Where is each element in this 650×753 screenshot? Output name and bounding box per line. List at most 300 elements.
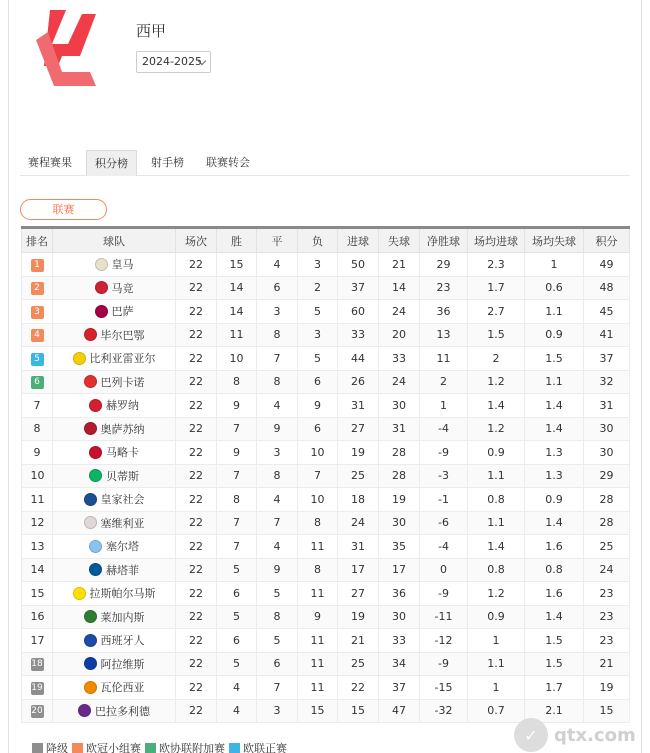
avg-goals-against-cell: 1.4 [525, 417, 584, 441]
played-cell: 22 [176, 676, 217, 700]
goals-for-cell: 25 [338, 464, 379, 488]
goals-against-cell: 20 [379, 323, 420, 347]
team-crest-icon [84, 422, 97, 435]
goals-against-cell: 28 [379, 441, 420, 465]
avg-goals-for-cell: 0.8 [468, 488, 525, 512]
draws-cell: 3 [257, 300, 298, 324]
team-cell[interactable] [53, 300, 176, 324]
played-cell: 22 [176, 464, 217, 488]
points-cell: 28 [584, 511, 630, 535]
losses-cell: 11 [298, 629, 338, 653]
played-cell: 22 [176, 699, 217, 723]
wins-cell: 4 [217, 699, 257, 723]
team-name[interactable]: 巴列卡诺 [100, 375, 145, 389]
col-header: 积分 [584, 228, 630, 253]
avg-goals-for-cell: 1.5 [468, 323, 525, 347]
losses-cell: 6 [298, 417, 338, 441]
wins-cell: 7 [217, 464, 257, 488]
team-cell[interactable] [53, 511, 176, 535]
wins-cell: 9 [217, 394, 257, 418]
goals-against-cell: 37 [379, 676, 420, 700]
rank-badge: 8 [33, 422, 41, 436]
rank-badge: 9 [33, 445, 41, 459]
team-name[interactable]: 马竞 [111, 281, 134, 295]
team-crest-icon [89, 563, 102, 576]
played-cell: 22 [176, 276, 217, 300]
watermark-logo-icon: ✓ [514, 718, 548, 752]
points-cell: 29 [584, 464, 630, 488]
avg-goals-against-cell: 0.8 [525, 558, 584, 582]
table-row[interactable] [22, 652, 630, 676]
rank-cell [22, 652, 53, 676]
team-name[interactable]: 瓦伦西亚 [100, 681, 145, 695]
team-cell[interactable] [53, 535, 176, 559]
rank-cell [22, 464, 53, 488]
points-cell: 25 [584, 535, 630, 559]
table-row[interactable] [22, 535, 630, 559]
avg-goals-for-cell: 1.2 [468, 370, 525, 394]
goal-diff-cell: -15 [420, 676, 468, 700]
legend-item [32, 740, 68, 753]
team-name[interactable]: 马略卡 [106, 446, 139, 460]
table-row[interactable] [22, 676, 630, 700]
goals-for-cell: 22 [338, 676, 379, 700]
wins-cell: 7 [217, 535, 257, 559]
team-name[interactable]: 皇家社会 [100, 493, 145, 507]
tab-fixtures[interactable]: 赛程赛果 [28, 156, 72, 169]
tab-transfers[interactable]: 联赛转会 [206, 156, 250, 169]
played-cell: 22 [176, 347, 217, 371]
rank-cell [22, 276, 53, 300]
legend-item [229, 740, 287, 753]
legend [32, 740, 291, 753]
tab-scorers[interactable]: 射手榜 [151, 156, 184, 169]
goal-diff-cell: -4 [420, 535, 468, 559]
goal-diff-cell: 11 [420, 347, 468, 371]
rank-badge: 11 [30, 492, 45, 506]
rank-badge: 5 [31, 353, 44, 366]
team-cell[interactable] [53, 464, 176, 488]
rank-badge: 19 [31, 682, 43, 693]
table-row[interactable] [22, 417, 630, 441]
goals-for-cell: 37 [338, 276, 379, 300]
losses-cell: 6 [298, 370, 338, 394]
table-row[interactable] [22, 582, 630, 606]
team-name[interactable]: 阿拉维斯 [100, 657, 145, 671]
team-name[interactable]: 贝蒂斯 [106, 469, 139, 483]
avg-goals-for-cell: 1.2 [468, 582, 525, 606]
team-name[interactable]: 赫罗纳 [106, 399, 139, 413]
team-cell[interactable] [53, 605, 176, 629]
played-cell: 22 [176, 370, 217, 394]
goals-for-cell: 19 [338, 605, 379, 629]
wins-cell: 8 [217, 488, 257, 512]
rank-badge: 1 [31, 259, 44, 272]
draws-cell: 5 [257, 582, 298, 606]
legend-label: 欧联正赛 [243, 742, 287, 753]
team-crest-icon [84, 516, 97, 529]
avg-goals-for-cell: 0.9 [468, 605, 525, 629]
team-name[interactable]: 莱加内斯 [100, 610, 145, 624]
losses-cell: 8 [298, 558, 338, 582]
rank-cell [22, 558, 53, 582]
team-cell[interactable] [53, 323, 176, 347]
legend-swatch [229, 743, 240, 753]
points-cell: 45 [584, 300, 630, 324]
goals-against-cell: 24 [379, 300, 420, 324]
goal-diff-cell: -3 [420, 464, 468, 488]
goals-against-cell: 19 [379, 488, 420, 512]
avg-goals-for-cell: 2.7 [468, 300, 525, 324]
avg-goals-for-cell: 1.2 [468, 417, 525, 441]
team-cell[interactable] [53, 394, 176, 418]
col-header: 胜 [217, 228, 257, 253]
draws-cell: 4 [257, 535, 298, 559]
goal-diff-cell: -11 [420, 605, 468, 629]
team-cell[interactable] [53, 558, 176, 582]
draws-cell: 7 [257, 347, 298, 371]
rank-badge: 18 [31, 659, 43, 670]
legend-swatch [32, 743, 43, 753]
table-header-row [22, 228, 630, 253]
team-cell[interactable] [53, 441, 176, 465]
col-header: 场次 [176, 228, 217, 253]
legend-swatch [145, 743, 156, 753]
rank-badge: 2 [31, 282, 44, 295]
losses-cell: 5 [298, 300, 338, 324]
goal-diff-cell: 1 [420, 394, 468, 418]
team-cell[interactable] [53, 370, 176, 394]
wins-cell: 6 [217, 582, 257, 606]
points-cell: 21 [584, 652, 630, 676]
rank-cell [22, 323, 53, 347]
table-row[interactable] [22, 511, 630, 535]
team-crest-icon [84, 375, 97, 388]
rank-badge: 16 [30, 610, 45, 624]
team-name[interactable]: 毕尔巴鄂 [100, 328, 145, 342]
goals-against-cell: 21 [379, 253, 420, 277]
team-name[interactable]: 巴萨 [111, 305, 134, 319]
team-crest-icon [89, 399, 102, 412]
season-select[interactable] [136, 51, 211, 73]
played-cell: 22 [176, 558, 217, 582]
laliga-logo [32, 10, 96, 86]
team-cell[interactable] [53, 652, 176, 676]
team-crest-icon [95, 305, 108, 318]
team-name[interactable]: 塞尔塔 [106, 540, 139, 554]
team-crest-icon [78, 704, 91, 717]
avg-goals-against-cell: 1.4 [525, 511, 584, 535]
table-row[interactable] [22, 629, 630, 653]
col-header: 负 [298, 228, 338, 253]
table-row[interactable] [22, 347, 630, 371]
rank-badge: 7 [33, 398, 41, 412]
goals-against-cell: 33 [379, 629, 420, 653]
team-crest-icon [84, 657, 97, 670]
goal-diff-cell: -12 [420, 629, 468, 653]
played-cell: 22 [176, 441, 217, 465]
played-cell: 22 [176, 300, 217, 324]
table-row[interactable] [22, 253, 630, 277]
played-cell: 22 [176, 323, 217, 347]
team-name[interactable]: 西班牙人 [100, 634, 145, 648]
team-name[interactable]: 巴拉多利德 [95, 704, 150, 718]
standings-body [22, 253, 630, 723]
team-name[interactable]: 奥萨苏纳 [100, 422, 145, 436]
goals-for-cell: 27 [338, 417, 379, 441]
rank-cell [22, 676, 53, 700]
team-cell[interactable] [53, 276, 176, 300]
rank-cell [22, 347, 53, 371]
losses-cell: 9 [298, 394, 338, 418]
tab-standings[interactable]: 积分榜 [86, 150, 137, 176]
goal-diff-cell: 29 [420, 253, 468, 277]
team-cell[interactable] [53, 582, 176, 606]
col-header: 失球 [379, 228, 420, 253]
table-row[interactable] [22, 488, 630, 512]
avg-goals-for-cell: 0.8 [468, 558, 525, 582]
col-header: 排名 [22, 228, 53, 253]
table-row[interactable] [22, 323, 630, 347]
avg-goals-for-cell: 2 [468, 347, 525, 371]
goal-diff-cell: -32 [420, 699, 468, 723]
goals-against-cell: 30 [379, 511, 420, 535]
legend-label: 降级 [46, 742, 68, 753]
goals-for-cell: 25 [338, 652, 379, 676]
avg-goals-for-cell: 1.1 [468, 464, 525, 488]
legend-item [145, 740, 225, 753]
played-cell: 22 [176, 417, 217, 441]
goals-against-cell: 24 [379, 370, 420, 394]
draws-cell: 3 [257, 441, 298, 465]
rank-badge: 6 [31, 376, 44, 389]
team-cell[interactable] [53, 629, 176, 653]
played-cell: 22 [176, 488, 217, 512]
team-cell[interactable] [53, 417, 176, 441]
rank-badge: 17 [30, 633, 45, 647]
wins-cell: 5 [217, 605, 257, 629]
legend-item [72, 740, 141, 753]
played-cell: 22 [176, 582, 217, 606]
goals-against-cell: 14 [379, 276, 420, 300]
goal-diff-cell: -1 [420, 488, 468, 512]
goals-against-cell: 47 [379, 699, 420, 723]
losses-cell: 11 [298, 652, 338, 676]
table-row[interactable] [22, 441, 630, 465]
goals-against-cell: 33 [379, 347, 420, 371]
rank-cell [22, 394, 53, 418]
league-filter-button[interactable]: 联赛 [20, 199, 107, 220]
goals-for-cell: 31 [338, 394, 379, 418]
rank-cell [22, 511, 53, 535]
avg-goals-against-cell: 2.1 [525, 699, 584, 723]
standings-table [21, 226, 630, 723]
wins-cell: 7 [217, 511, 257, 535]
played-cell: 22 [176, 394, 217, 418]
draws-cell: 9 [257, 417, 298, 441]
avg-goals-for-cell: 0.9 [468, 441, 525, 465]
goals-against-cell: 30 [379, 605, 420, 629]
avg-goals-against-cell: 0.9 [525, 488, 584, 512]
draws-cell: 8 [257, 464, 298, 488]
legend-label: 欧协联附加赛 [159, 742, 225, 753]
team-crest-icon [84, 634, 97, 647]
rank-cell [22, 699, 53, 723]
avg-goals-for-cell: 1 [468, 629, 525, 653]
table-row[interactable] [22, 394, 630, 418]
col-header: 场均失球 [525, 228, 584, 253]
played-cell: 22 [176, 535, 217, 559]
table-row[interactable] [22, 558, 630, 582]
draws-cell: 4 [257, 488, 298, 512]
team-name[interactable]: 拉斯帕尔马斯 [89, 587, 156, 601]
goals-against-cell: 35 [379, 535, 420, 559]
team-name[interactable]: 比利亚雷亚尔 [89, 352, 156, 366]
team-crest-icon [73, 352, 86, 365]
goal-diff-cell: 23 [420, 276, 468, 300]
rank-badge: 10 [30, 469, 45, 483]
points-cell: 30 [584, 417, 630, 441]
goals-for-cell: 60 [338, 300, 379, 324]
avg-goals-against-cell: 1.5 [525, 652, 584, 676]
losses-cell: 8 [298, 511, 338, 535]
points-cell: 28 [584, 488, 630, 512]
draws-cell: 6 [257, 276, 298, 300]
team-crest-icon [73, 587, 86, 600]
goals-against-cell: 30 [379, 394, 420, 418]
points-cell: 23 [584, 582, 630, 606]
avg-goals-against-cell: 1.3 [525, 441, 584, 465]
rank-badge: 13 [30, 539, 45, 553]
avg-goals-for-cell: 1.4 [468, 535, 525, 559]
team-name[interactable]: 塞维利亚 [100, 516, 145, 530]
avg-goals-against-cell: 1.5 [525, 347, 584, 371]
rank-badge: 3 [31, 306, 44, 319]
wins-cell: 7 [217, 417, 257, 441]
goals-against-cell: 28 [379, 464, 420, 488]
team-cell[interactable] [53, 676, 176, 700]
losses-cell: 11 [298, 535, 338, 559]
rank-cell [22, 535, 53, 559]
rank-badge: 20 [31, 706, 43, 717]
wins-cell: 15 [217, 253, 257, 277]
team-name[interactable]: 赫塔菲 [106, 563, 139, 577]
table-row[interactable] [22, 605, 630, 629]
goals-for-cell: 18 [338, 488, 379, 512]
legend-swatch [72, 743, 83, 753]
losses-cell: 5 [298, 347, 338, 371]
team-cell[interactable] [53, 347, 176, 371]
avg-goals-against-cell: 1.1 [525, 300, 584, 324]
goals-for-cell: 50 [338, 253, 379, 277]
avg-goals-against-cell: 1 [525, 253, 584, 277]
rank-cell [22, 605, 53, 629]
team-cell[interactable] [53, 253, 176, 277]
table-row[interactable] [22, 370, 630, 394]
points-cell: 37 [584, 347, 630, 371]
points-cell: 30 [584, 441, 630, 465]
goals-for-cell: 44 [338, 347, 379, 371]
losses-cell: 15 [298, 699, 338, 723]
col-header: 净胜球 [420, 228, 468, 253]
team-crest-icon [95, 258, 108, 271]
rank-cell [22, 582, 53, 606]
team-cell[interactable] [53, 699, 176, 723]
wins-cell: 9 [217, 441, 257, 465]
points-cell: 41 [584, 323, 630, 347]
avg-goals-against-cell: 1.7 [525, 676, 584, 700]
goals-for-cell: 27 [338, 582, 379, 606]
losses-cell: 9 [298, 605, 338, 629]
avg-goals-against-cell: 1.3 [525, 464, 584, 488]
col-header: 球队 [53, 228, 176, 253]
rank-badge: 15 [30, 586, 45, 600]
table-row[interactable] [22, 300, 630, 324]
goal-diff-cell: 13 [420, 323, 468, 347]
draws-cell: 8 [257, 370, 298, 394]
played-cell: 22 [176, 253, 217, 277]
draws-cell: 6 [257, 652, 298, 676]
team-cell[interactable] [53, 488, 176, 512]
table-row[interactable] [22, 276, 630, 300]
wins-cell: 6 [217, 629, 257, 653]
rank-badge: 12 [30, 516, 45, 530]
goal-diff-cell: -9 [420, 582, 468, 606]
goals-for-cell: 26 [338, 370, 379, 394]
goals-for-cell: 15 [338, 699, 379, 723]
avg-goals-for-cell: 1 [468, 676, 525, 700]
played-cell: 22 [176, 629, 217, 653]
team-crest-icon [84, 681, 97, 694]
col-header: 场均进球 [468, 228, 525, 253]
wins-cell: 11 [217, 323, 257, 347]
col-header: 进球 [338, 228, 379, 253]
points-cell: 23 [584, 605, 630, 629]
points-cell: 49 [584, 253, 630, 277]
wins-cell: 10 [217, 347, 257, 371]
wins-cell: 8 [217, 370, 257, 394]
table-row[interactable] [22, 464, 630, 488]
legend-label: 欧冠小组赛 [86, 742, 141, 753]
team-name[interactable]: 皇马 [111, 258, 134, 272]
goals-against-cell: 36 [379, 582, 420, 606]
draws-cell: 9 [257, 558, 298, 582]
goals-against-cell: 17 [379, 558, 420, 582]
losses-cell: 3 [298, 323, 338, 347]
played-cell: 22 [176, 652, 217, 676]
col-header: 平 [257, 228, 298, 253]
goals-for-cell: 31 [338, 535, 379, 559]
avg-goals-for-cell: 1.1 [468, 652, 525, 676]
avg-goals-for-cell: 0.7 [468, 699, 525, 723]
avg-goals-against-cell: 0.6 [525, 276, 584, 300]
goal-diff-cell: -4 [420, 417, 468, 441]
wins-cell: 5 [217, 652, 257, 676]
avg-goals-for-cell: 1.7 [468, 276, 525, 300]
goals-for-cell: 17 [338, 558, 379, 582]
goals-for-cell: 21 [338, 629, 379, 653]
team-crest-icon [89, 469, 102, 482]
goals-for-cell: 24 [338, 511, 379, 535]
rank-badge: 14 [30, 563, 45, 577]
points-cell: 19 [584, 676, 630, 700]
avg-goals-against-cell: 1.4 [525, 605, 584, 629]
avg-goals-against-cell: 1.6 [525, 582, 584, 606]
draws-cell: 7 [257, 511, 298, 535]
draws-cell: 8 [257, 605, 298, 629]
goals-for-cell: 33 [338, 323, 379, 347]
watermark [514, 718, 636, 752]
